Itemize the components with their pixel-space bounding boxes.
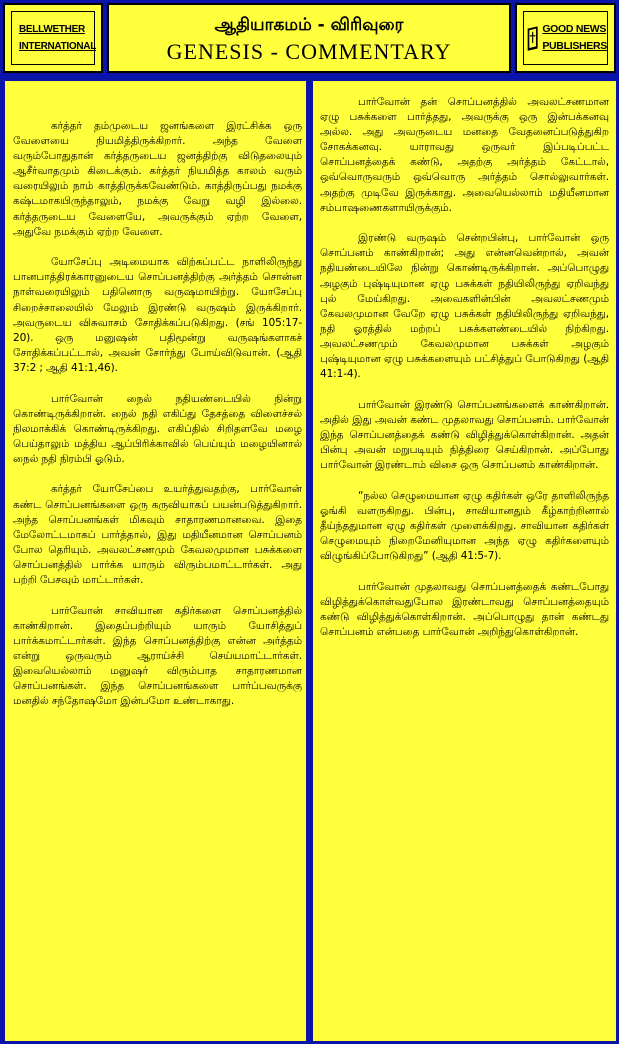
left-paragraph-1: கர்த்தர் தம்முடைய ஜனங்களை இரட்சிக்க ஒரு வேளையை நியமித்திருக்கிறார். அந்த வேளை வரும்போதுதான் கர்த்தருடைய ஜனத்திற்கு விடுதலையும் ஆசீர்வாதமும் கிடைக்கும். கர்த்தர் நியமித்த காலம் வரும் வரையிலும் நாம் காத்திருக்கவேண்டும். காத்திருப்பது நமக்கு கஷ்டமாகயிருந்தாலும், நமக்கு வேறு வழி இல்லை. கர்த்தருடைய வேளையே, அவருக்கும் ஏற்ற வேளை, அதுவே நமக்கும் ஏற்ற வேளை. — [13, 120, 302, 238]
title-tamil: ஆதியாகமம் - விரிவுரை — [214, 15, 404, 35]
left-paragraph-5: பார்வோன் சாவியான கதிர்களை சொப்பனத்தில் காண்கிறான். இதைப்பற்றியும் யாரும் யோசித்துப் பார்க்கமாட்டார்கள். இந்த சொப்பனத்திற்கு என்ன அர்த்தம் என்று ஒருவரும் ஆராய்ச்சி செய்யமாட்டார்கள். இவையெல்லாம் மனுஷர் விரும்பாத சாதாரணமான சொப்பனங்கள். இந்த சொப்பனங்களை பார்ப்பவருக்கு மனதில் சந்தோஷமோ இன்பமோ உண்டாகாது. — [13, 604, 302, 708]
right-paragraph-5: பார்வோன் முதலாவது சொப்பனத்தைக் கண்டபோது விழித்துக்கொள்வதுபோல இரண்டாவது சொப்பனத்தையும் கண்டு விழித்துக்கொள்கிறான். அப்பொழுது தான் கண்டது சொப்பனம் என்பதை பார்வோன் அறிந்துகொள்கிறான். — [320, 580, 609, 638]
left-column — [5, 81, 306, 1041]
right-paragraph-3: பார்வோன் இரண்டு சொப்பனங்களைக் காண்கிறான். அதில் இது அவன் கண்ட முதலாவது சொப்பனம். பார்வோன் இந்த சொப்பனத்தைக் கண்டு விழித்துக்கொள்கிறான். அதன் பின்பு அவன் மறுபடியும் நித்திரை செய்கிறான். அப்போது பார்வோன் இரண்டாம் விசை ஒரு சொப்பனம் காண்கிறான். — [320, 398, 609, 472]
right-paragraph-2: இரண்டு வருஷம் சென்றபின்பு, பார்வோன் ஒரு சொப்பனம் காண்கிறான்; அது என்னவென்றால், அவன் நதியண்டையிலே நின்று கொண்டிருக்கிறான். அப்பொழுது அழகும் புஷ்டியுமான ஏழு பசுக்கள் நதியிலிருந்து ஏறிவந்து புல் மேய்கிறது. அவைகளின்பின் அவலட்சணமும் கேவலமுமான வேறே ஏழு பசுக்கள் நதியிலிருந்து ஏறிவந்து, நதி ஓரத்தில் மற்றப் பசுக்களண்டையில் நிற்கிறது. அவலட்சணமும் கேவலமுமான பசுக்கள் அழகும் புஷ்டியுமான ஏழு பசுக்களையும் பட்சித்துப் போடுகிறது (ஆதி 41:1-4). — [320, 232, 609, 381]
bellwether-logo-line1: BELLWETHER — [19, 24, 85, 35]
right-paragraph-1: பார்வோன் தன் சொப்பனத்தில் அவலட்சணமான ஏழு பசுக்களை பார்த்தது, அவருக்கு ஒரு இன்பக்கனவு அல்ல. அது அவருடைய மனதை வேதனைப்படுத்துகிற சோகக்கனவு. யாராவது ஒருவர் இப்படிப்பட்ட சொப்பனத்தைக் கண்டு, அதற்கு அர்த்தம் கேட்டால், ஒவ்வொருவரும் ஒவ்வொரு அர்த்தம் சொல்லுவார்கள். அதற்கு முடிவே இருக்காது. அவையெல்லாம் மதியீனமான சம்பாஷணைகளாயிருக்கும். — [320, 96, 609, 214]
left-paragraph-3: பார்வோன் நைல் நதியண்டையில் நின்று கொண்டிருக்கிறான். நைல் நதி எகிப்து தேசத்தை விளைச்சல் நிலமாக்கிக் கொண்டிருக்கிறது. எகிப்தில் சிறிதளவே மழை பெய்தாலும் மத்திய ஆப்பிரிக்காவில் பெய்யும் மழையினால் நைல் நதி நிரம்பி ஓடும். — [13, 392, 302, 465]
left-paragraph-4: கர்த்தர் யோசேப்பை உயர்த்துவதற்கு, பார்வோன் கண்ட சொப்பனங்களை ஒரு கருவியாகப் பயன்படுத்துகிறார். அந்த சொப்பனங்கள் மிகவும் சாதாரணமானவை. இதை மேலோட்டமாகப் பார்த்தால், இது மதியீனமான சொப்பனம் போல தெரியும். அவலட்சணமும் கேவலமுமான பசுக்களை சொப்பனத்தில் பார்க்க யாரும் விரும்பமாட்டார்கள். அது பற்றி பேசவும் மாட்டார்கள். — [13, 483, 302, 587]
good-news-logo — [515, 3, 616, 73]
bellwether-logo-inner — [11, 11, 95, 65]
bellwether-logo-text — [19, 21, 96, 55]
right-column — [313, 81, 616, 1041]
bellwether-logo — [3, 3, 103, 73]
title-english: GENESIS - COMMENTARY — [166, 39, 452, 64]
good-news-logo-inner — [523, 11, 608, 65]
good-news-logo-line2: PUBLISHERS — [542, 40, 607, 52]
good-news-logo-line1: GOOD NEWS — [542, 23, 607, 35]
left-paragraph-2: யோசேப்பு அடிமையாக விற்கப்பட்ட நாளிலிருந்து பானபாத்திரக்காரனுடைய சொப்பனத்திற்கு அர்த்தம் சொன்ன நாள்வரையிலும் பதினொரு வருஷமாயிற்று. யோசேப்பு சிறைச்சாலையில் மேலும் இரண்டு வருஷம் இருக்கிறார். அவருடைய விசுவாசம் சோதிக்கப்படுகிறது. (சங் 105:17-20). ஒரு மனுஷன் பதிமூன்று வருஷங்களாகச் சோதிக்கப்பட்டால், அவன் சோர்ந்து போய்விடுவான். (ஆதி 37:2 ; ஆதி 41:1,46). — [13, 256, 302, 374]
good-news-logo-text — [542, 21, 607, 55]
title-box — [107, 3, 511, 73]
bellwether-logo-line2: INTERNATIONAL — [19, 41, 97, 52]
right-paragraph-4: “நல்ல செழுமையான ஏழு கதிர்கள் ஒரே தாளிலிருந்த ஓங்கி வளருகிறது. பின்பு, சாவியானதும் கீழ்காற்றினால் தீய்ந்ததுமான ஏழு கதிர்கள் முளைக்கிறது. சாவியான கதிர்கள் செழுமையும் நிறைமேனியுமான அந்த ஏழு கதிர்களையும் விழுங்கிப்போடுகிறது” (ஆதி 41:5-7). — [320, 489, 609, 563]
book-icon — [526, 13, 539, 63]
